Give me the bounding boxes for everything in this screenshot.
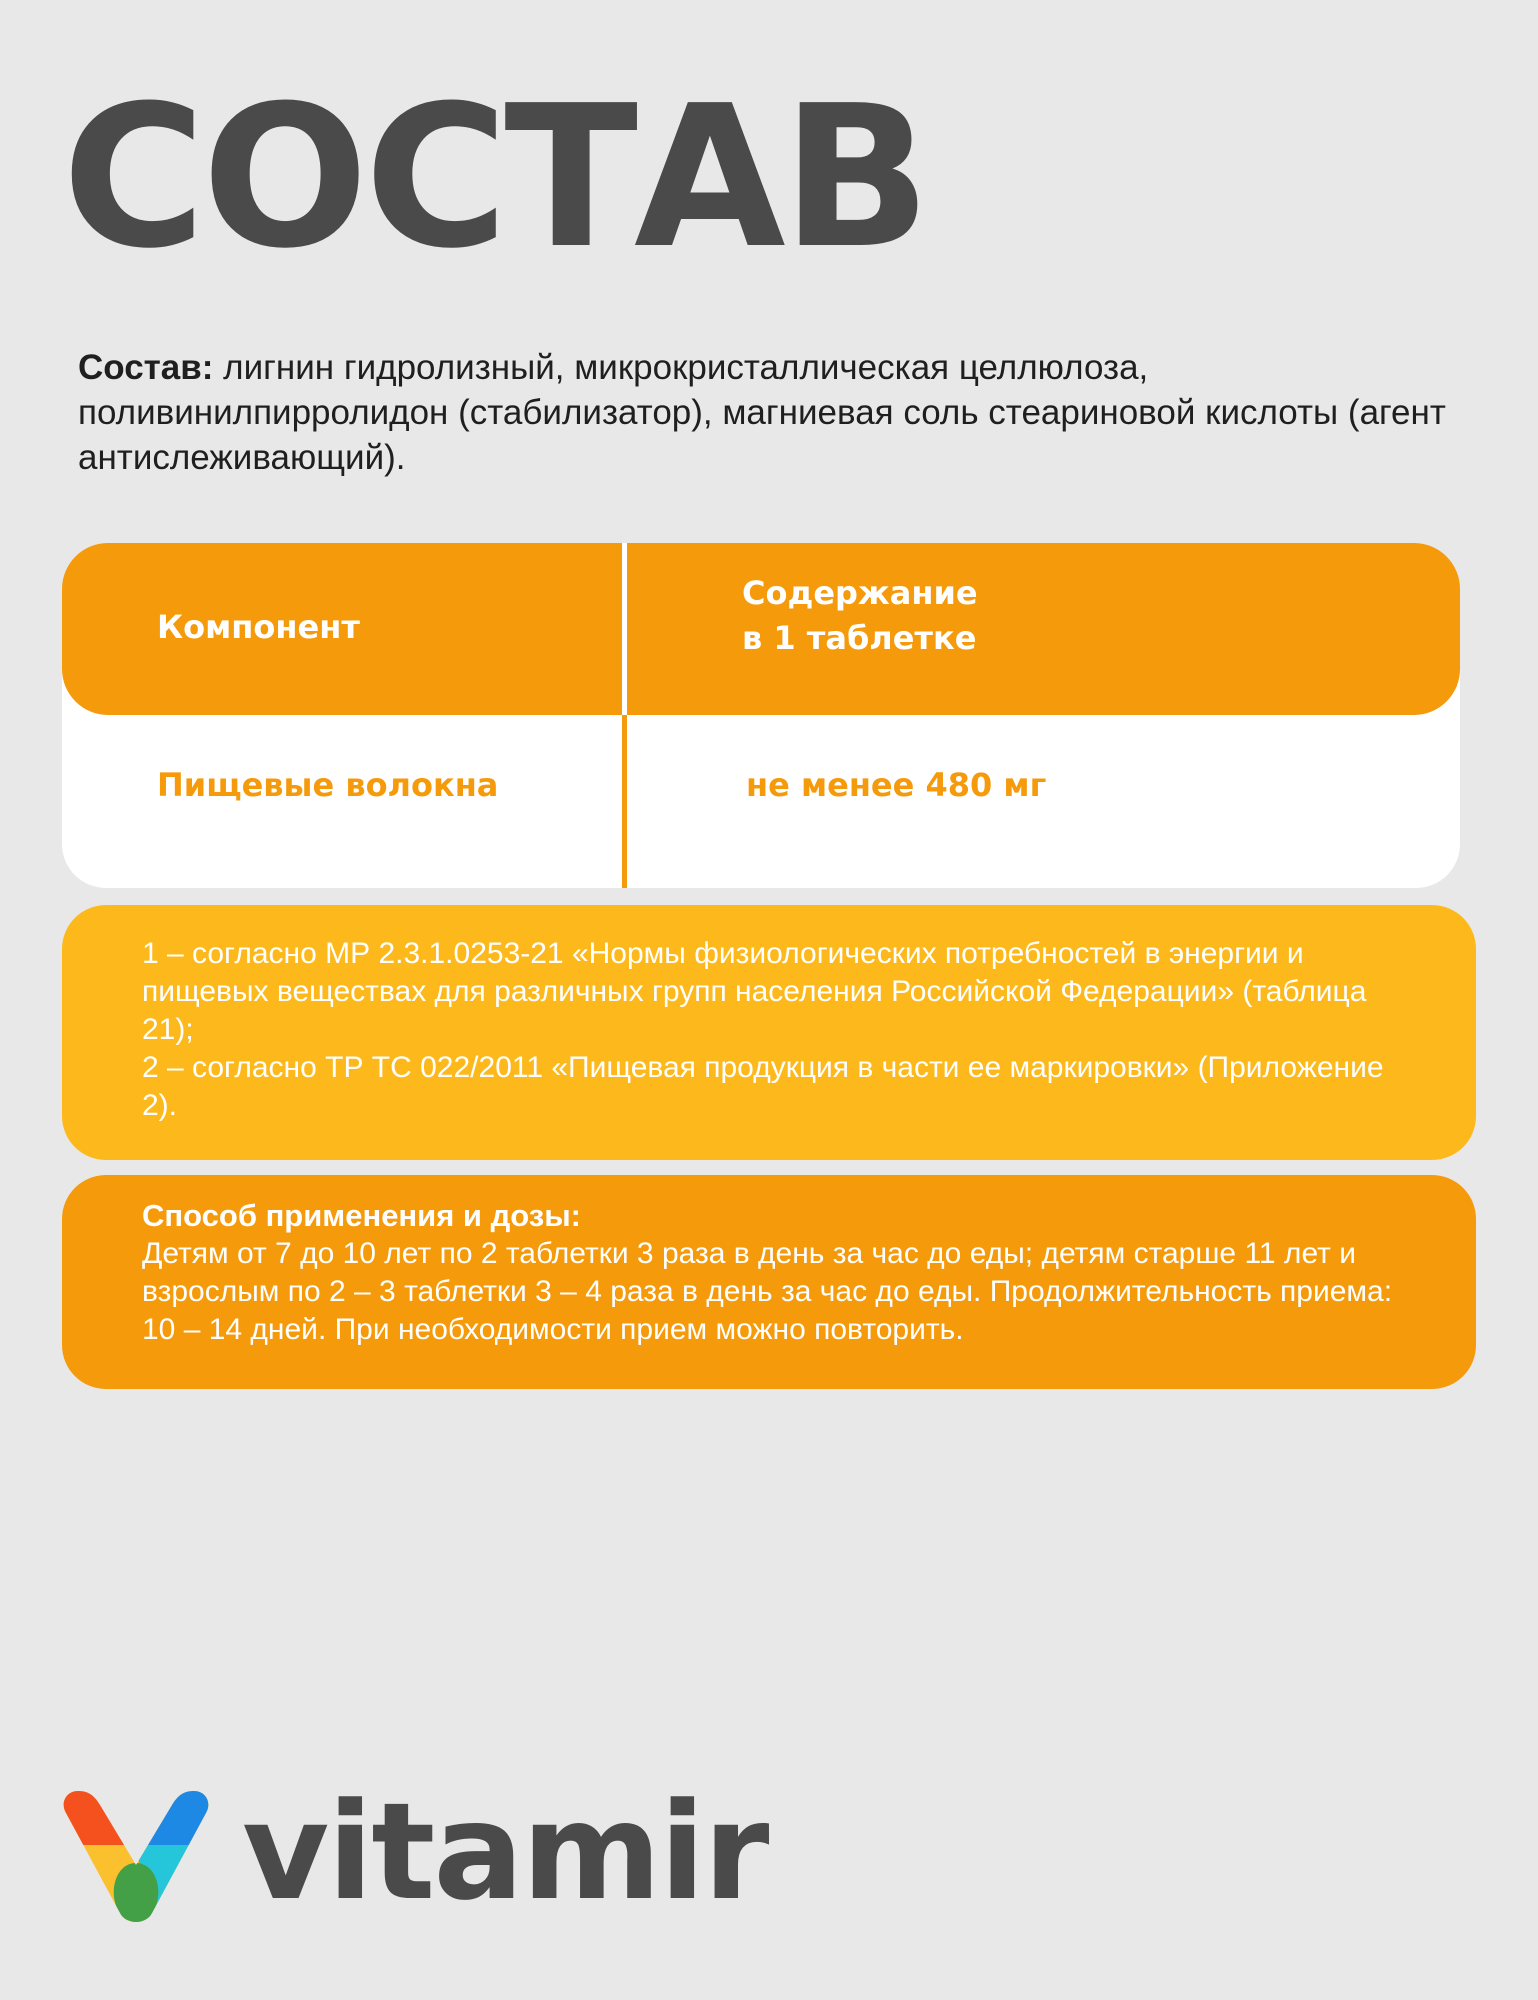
- composition-paragraph: [78, 345, 1478, 480]
- table-cell-content: не менее 480 мг: [746, 766, 1047, 804]
- brand-logo: [60, 1774, 780, 1935]
- logo-blue: [136, 1785, 212, 1845]
- footnote-2: 2 – согласно ТР ТС 022/2011 «Пищевая продукция в части ее маркировки» (Приложение 2).: [142, 1051, 1384, 1122]
- header-content: [742, 571, 1142, 661]
- header-content-line1: Содержание: [742, 574, 978, 612]
- header-content-line2: в 1 таблетке: [742, 619, 977, 657]
- logo-green: [114, 1863, 159, 1925]
- table-cell-component: Пищевые волокна: [157, 766, 499, 804]
- footnotes-box: [62, 905, 1476, 1160]
- dosage-title: Способ применения и дозы:: [142, 1198, 581, 1233]
- header-component: Компонент: [157, 608, 360, 646]
- logo-red: [60, 1785, 136, 1845]
- nutrient-table: [62, 543, 1460, 888]
- vitamir-v-logo-icon: [60, 1785, 212, 1925]
- footnote-1: 1 – согласно МР 2.3.1.0253-21 «Нормы физиологических потребностей в энергии и пищевых веществах для различных групп населения Российской Федерации» (таблица 21);: [142, 937, 1367, 1046]
- composition-text: лигнин гидролизный, микрокристаллическая целлюлоза, поливинилпирролидон (стабилизатор), магниевая соль стеариновой кислоты (агент антислеживающий).: [78, 348, 1446, 477]
- dosage-text: Детям от 7 до 10 лет по 2 таблетки 3 раза в день за час до еды; детям старше 11 лет и взрослым по 2 – 3 таблетки 3 – 4 раза в день за час до еды. Продолжительность приема: 10 – 14 дней. При необходимости прием можно повторить.: [142, 1237, 1393, 1346]
- dosage-box: [62, 1175, 1476, 1389]
- composition-label: Состав:: [78, 348, 214, 387]
- header-column-divider: [622, 543, 627, 715]
- brand-name: vitamir: [242, 1774, 768, 1930]
- page-title: СОСТАВ: [62, 64, 928, 292]
